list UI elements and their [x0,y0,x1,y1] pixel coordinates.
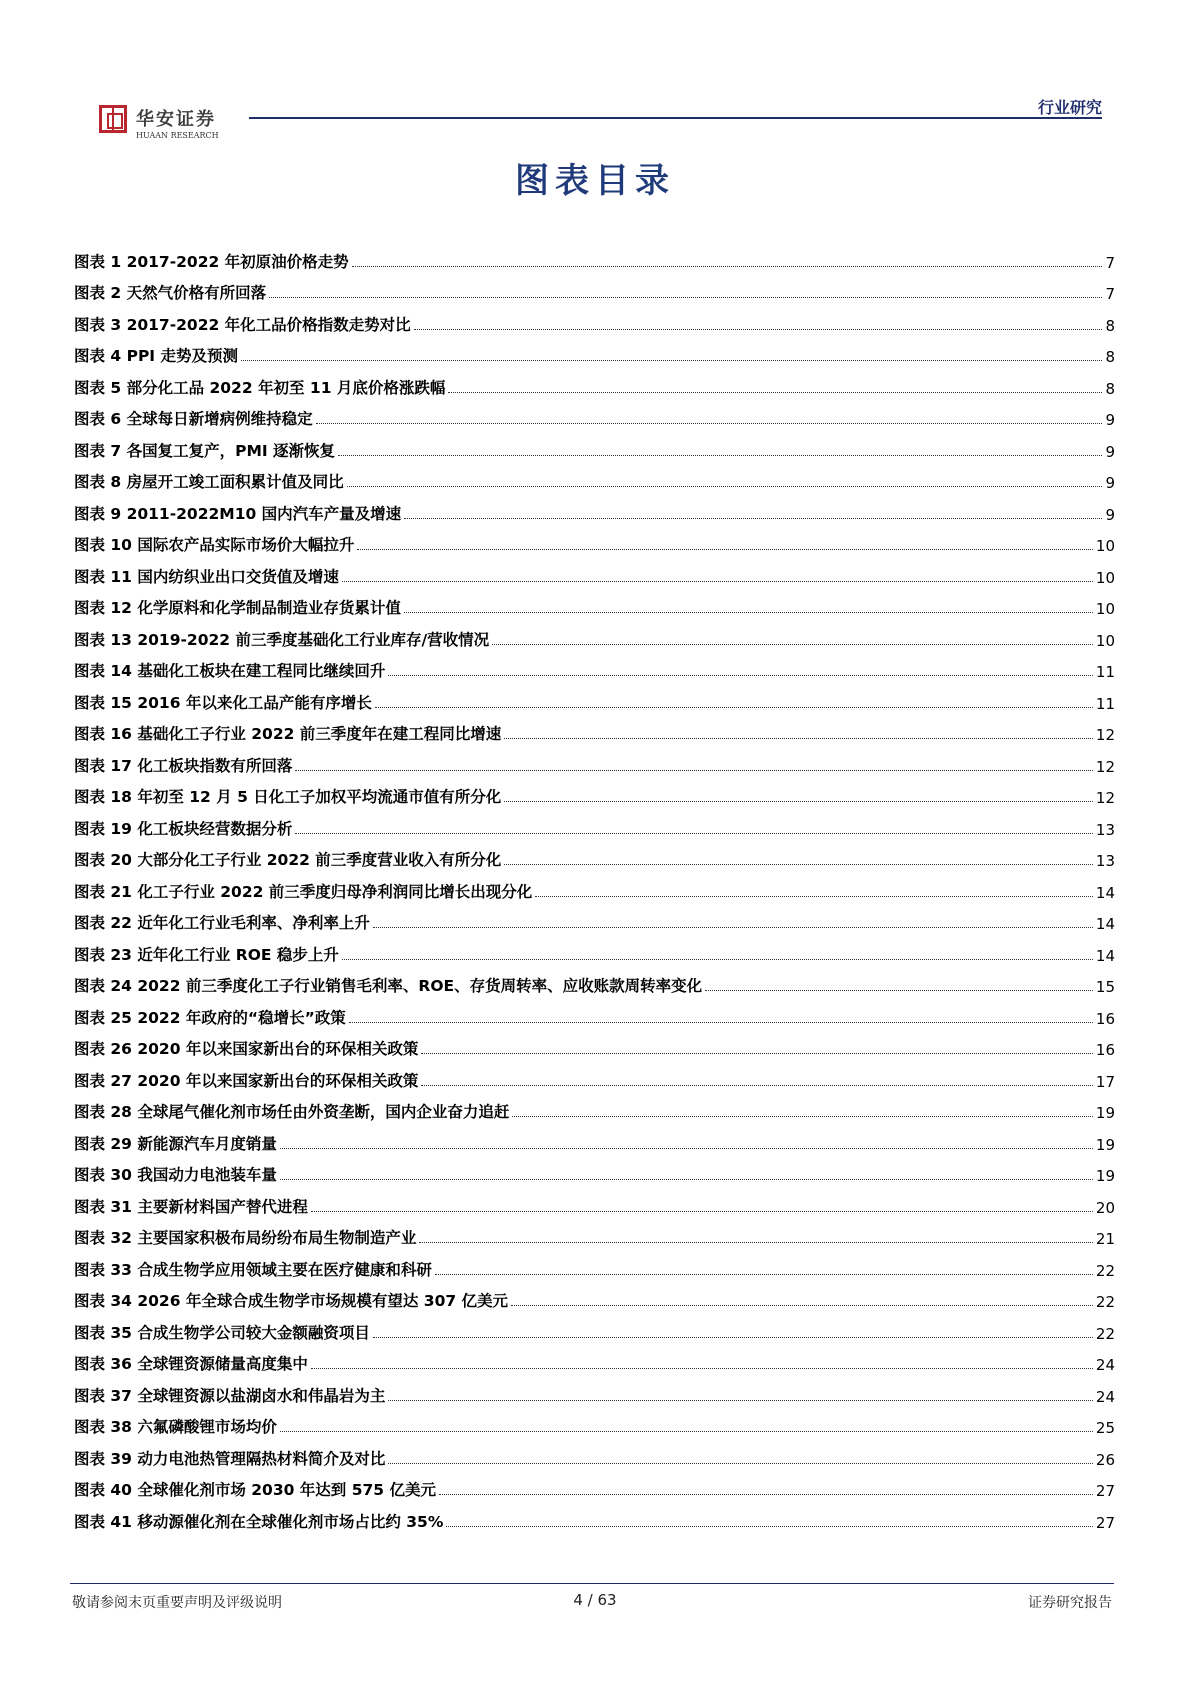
toc-dot-leader [414,329,1103,330]
toc-entry-label: 图表 16 基础化工子行业 2022 前三季度年在建工程同比增速 [74,725,502,743]
toc-dot-leader [504,864,1093,865]
toc-entry-page: 12 [1095,757,1115,776]
toc-entry-page: 7 [1105,285,1115,303]
toc-entry[interactable] [74,528,1115,560]
toc-entry-label: 图表 38 六氟磷酸锂市场均价 [74,1418,277,1436]
toc-entry-label: 图表 18 年初至 12 月 5 日化工子加权平均流通市值有所分化 [74,788,502,806]
toc-entry-page: 19 [1095,1135,1115,1154]
toc-entry[interactable] [74,1378,1115,1410]
toc-entry-label: 图表 19 化工板块经营数据分析 [74,819,293,838]
toc-entry[interactable] [74,937,1115,969]
toc-entry-label: 图表 39 动力电池热管理隔热材料简介及对比 [74,1449,386,1468]
toc-dot-leader [373,1337,1093,1338]
toc-entry[interactable] [74,559,1115,591]
table-of-figures [74,244,1115,1536]
toc-entry-label: 图表 27 2020 年以来国家新出台的环保相关政策 [74,1071,419,1090]
toc-entry[interactable] [74,370,1115,402]
toc-dot-leader [404,518,1102,519]
logo-name: 华安证券 [136,109,216,130]
toc-dot-leader [295,833,1093,834]
toc-dot-leader [435,1274,1093,1275]
toc-entry-page: 27 [1095,1513,1115,1532]
toc-entry-label: 图表 30 我国动力电池装车量 [74,1166,277,1184]
toc-entry-label: 图表 26 2020 年以来国家新出台的环保相关政策 [74,1040,419,1058]
toc-entry-label: 图表 8 房屋开工竣工面积累计值及同比 [74,473,344,491]
toc-dot-leader [342,581,1093,582]
toc-entry[interactable] [74,717,1115,749]
toc-entry-label: 图表 34 2026 年全球合成生物学市场规模有望达 307 亿美元 [74,1292,509,1310]
toc-entry-page: 13 [1095,820,1115,839]
toc-entry[interactable] [74,244,1115,276]
toc-entry-page: 12 [1095,789,1115,807]
toc-dot-leader [504,801,1093,802]
toc-entry-label: 图表 36 全球锂资源储量高度集中 [74,1355,308,1373]
toc-dot-leader [388,1400,1093,1401]
toc-dot-leader [512,1116,1093,1117]
toc-entry[interactable] [74,1504,1115,1536]
toc-entry-label: 图表 29 新能源汽车月度销量 [74,1134,277,1153]
toc-dot-leader [347,486,1103,487]
toc-entry-label: 图表 35 合成生物学公司较大金额融资项目 [74,1323,370,1342]
toc-entry[interactable] [74,1221,1115,1253]
toc-entry[interactable] [74,1473,1115,1505]
toc-entry[interactable] [74,654,1115,686]
toc-dot-leader [419,1242,1093,1243]
header-divider [249,117,1102,119]
toc-dot-leader [349,1022,1093,1023]
page-header [84,93,1102,145]
toc-dot-leader [448,392,1102,393]
section-label: 行业研究 [1037,98,1102,117]
toc-entry-page: 14 [1095,946,1115,965]
toc-entry[interactable] [74,307,1115,339]
toc-entry-page: 10 [1095,631,1115,650]
toc-dot-leader [311,1211,1093,1212]
toc-entry-page: 17 [1095,1072,1115,1091]
toc-dot-leader [511,1305,1093,1306]
toc-entry-page: 12 [1095,726,1115,744]
toc-dot-leader [280,1179,1093,1180]
toc-entry[interactable] [74,811,1115,843]
toc-entry-label: 图表 20 大部分化工子行业 2022 前三季度营业收入有所分化 [74,851,502,869]
toc-entry[interactable] [74,843,1115,875]
toc-dot-leader [421,1085,1093,1086]
toc-entry[interactable] [74,465,1115,497]
toc-entry-label: 图表 23 近年化工行业 ROE 稳步上升 [74,945,339,964]
toc-dot-leader [342,959,1093,960]
toc-entry[interactable] [74,1284,1115,1316]
toc-dot-leader [357,549,1093,550]
toc-entry-label: 图表 25 2022 年政府的“稳增长”政策 [74,1008,346,1027]
toc-entry-label: 图表 24 2022 前三季度化工子行业销售毛利率、ROE、存货周转率、应收账款周转率变化 [74,977,703,995]
toc-entry-page: 11 [1095,663,1115,681]
toc-entry-page: 10 [1095,537,1115,555]
toc-entry[interactable] [74,622,1115,654]
toc-entry-label: 图表 1 2017-2022 年初原油价格走势 [74,252,349,271]
toc-entry-label: 图表 41 移动源催化剂在全球催化剂市场占比约 35% [74,1512,444,1531]
toc-entry[interactable] [74,874,1115,906]
toc-entry-page: 19 [1095,1167,1115,1185]
toc-entry-label: 图表 12 化学原料和化学制品制造业存货累计值 [74,599,401,617]
toc-entry-label: 图表 3 2017-2022 年化工品价格指数走势对比 [74,315,411,334]
toc-entry-label: 图表 22 近年化工行业毛利率、净利率上升 [74,914,370,932]
toc-dot-leader [446,1526,1093,1527]
toc-entry-page: 13 [1095,852,1115,870]
toc-entry-page: 22 [1095,1261,1115,1280]
toc-entry[interactable] [74,1347,1115,1379]
toc-entry-page: 8 [1105,316,1115,335]
toc-entry[interactable] [74,433,1115,465]
toc-entry-label: 图表 2 天然气价格有所回落 [74,284,267,302]
toc-entry-page: 25 [1095,1419,1115,1437]
toc-entry[interactable] [74,748,1115,780]
toc-dot-leader [535,896,1093,897]
toc-entry-page: 7 [1105,253,1115,272]
footer-report-type: 证券研究报告 [1028,1595,1112,1611]
toc-dot-leader [295,770,1093,771]
footer-disclaimer: 敬请参阅末页重要声明及评级说明 [72,1595,282,1611]
toc-entry-page: 22 [1095,1324,1115,1343]
toc-entry[interactable] [74,1063,1115,1095]
toc-entry[interactable] [74,1189,1115,1221]
toc-entry-label: 图表 40 全球催化剂市场 2030 年达到 575 亿美元 [74,1481,436,1499]
toc-entry[interactable] [74,780,1115,812]
toc-dot-leader [421,1053,1093,1054]
toc-entry-page: 9 [1105,505,1115,524]
page-number: 4 / 63 [573,1591,617,1609]
toc-entry-page: 24 [1095,1387,1115,1406]
toc-entry-label: 图表 21 化工子行业 2022 前三季度归母净利润同比增长出现分化 [74,882,533,901]
toc-entry-page: 22 [1095,1293,1115,1311]
toc-entry-page: 10 [1095,600,1115,618]
toc-entry-page: 15 [1095,978,1115,996]
toc-dot-leader [373,927,1093,928]
toc-entry-label: 图表 7 各国复工复产，PMI 逐渐恢复 [74,441,336,460]
toc-dot-leader [375,707,1093,708]
toc-entry[interactable] [74,339,1115,371]
footer-divider [70,1583,1114,1584]
toc-entry[interactable] [74,1410,1115,1442]
toc-entry-label: 图表 28 全球尾气催化剂市场任由外资垄断，国内企业奋力追赶 [74,1103,510,1121]
toc-entry-page: 9 [1105,442,1115,461]
toc-entry-page: 16 [1095,1009,1115,1028]
toc-entry-page: 27 [1095,1482,1115,1500]
toc-entry[interactable] [74,1441,1115,1473]
toc-dot-leader [388,1463,1093,1464]
toc-dot-leader [492,644,1093,645]
toc-dot-leader [504,738,1093,739]
toc-entry-label: 图表 11 国内纺织业出口交货值及增速 [74,567,339,586]
toc-entry[interactable] [74,591,1115,623]
toc-entry[interactable] [74,906,1115,938]
toc-dot-leader [280,1148,1093,1149]
toc-entry[interactable] [74,1032,1115,1064]
toc-entry[interactable] [74,1126,1115,1158]
toc-dot-leader [316,423,1103,424]
toc-entry-page: 16 [1095,1041,1115,1059]
toc-entry-page: 24 [1095,1356,1115,1374]
toc-entry-label: 图表 4 PPI 走势及预测 [74,347,238,365]
toc-dot-leader [388,675,1093,676]
toc-entry-page: 21 [1095,1230,1115,1248]
toc-entry-label: 图表 17 化工板块指数有所回落 [74,756,293,775]
toc-entry[interactable] [74,1252,1115,1284]
toc-entry-page: 9 [1105,411,1115,429]
toc-entry-label: 图表 33 合成生物学应用领域主要在医疗健康和科研 [74,1260,432,1279]
toc-entry[interactable] [74,1158,1115,1190]
toc-dot-leader [439,1494,1093,1495]
huaan-logo-icon [99,105,127,133]
toc-entry-label: 图表 31 主要新材料国产替代进程 [74,1197,308,1216]
toc-entry-label: 图表 9 2011-2022M10 国内汽车产量及增速 [74,504,402,523]
toc-entry-page: 26 [1095,1450,1115,1469]
page-title: 图表目录 [515,161,675,201]
toc-entry-page: 19 [1095,1104,1115,1122]
toc-entry[interactable] [74,1315,1115,1347]
toc-entry[interactable] [74,1095,1115,1127]
toc-dot-leader [269,297,1102,298]
toc-entry-label: 图表 6 全球每日新增病例维持稳定 [74,410,313,428]
toc-entry-page: 8 [1105,379,1115,398]
toc-entry-label: 图表 5 部分化工品 2022 年初至 11 月底价格涨跌幅 [74,378,446,397]
toc-entry-label: 图表 14 基础化工板块在建工程同比继续回升 [74,662,386,680]
toc-dot-leader [352,266,1103,267]
toc-entry-label: 图表 13 2019-2022 前三季度基础化工行业库存/营收情况 [74,630,490,649]
toc-dot-leader [280,1431,1093,1432]
toc-entry-label: 图表 32 主要国家积极布局纷纷布局生物制造产业 [74,1229,417,1247]
toc-dot-leader [311,1368,1093,1369]
toc-entry[interactable] [74,496,1115,528]
logo-subtitle: HUAAN RESEARCH [136,131,219,140]
toc-entry[interactable] [74,685,1115,717]
toc-entry-label: 图表 37 全球锂资源以盐湖卤水和伟晶岩为主 [74,1386,386,1405]
toc-entry-page: 8 [1105,348,1115,366]
toc-entry-label: 图表 10 国际农产品实际市场价大幅拉升 [74,536,355,554]
toc-entry-page: 10 [1095,568,1115,587]
toc-dot-leader [338,455,1102,456]
toc-entry-page: 9 [1105,474,1115,492]
toc-entry-page: 11 [1095,694,1115,713]
toc-entry[interactable] [74,1000,1115,1032]
toc-entry-page: 14 [1095,883,1115,902]
toc-entry-page: 14 [1095,915,1115,933]
toc-entry[interactable] [74,402,1115,434]
toc-entry-label: 图表 15 2016 年以来化工品产能有序增长 [74,693,372,712]
toc-entry[interactable] [74,276,1115,308]
toc-dot-leader [241,360,1102,361]
toc-dot-leader [705,990,1093,991]
toc-entry-page: 20 [1095,1198,1115,1217]
toc-dot-leader [404,612,1093,613]
toc-entry[interactable] [74,969,1115,1001]
